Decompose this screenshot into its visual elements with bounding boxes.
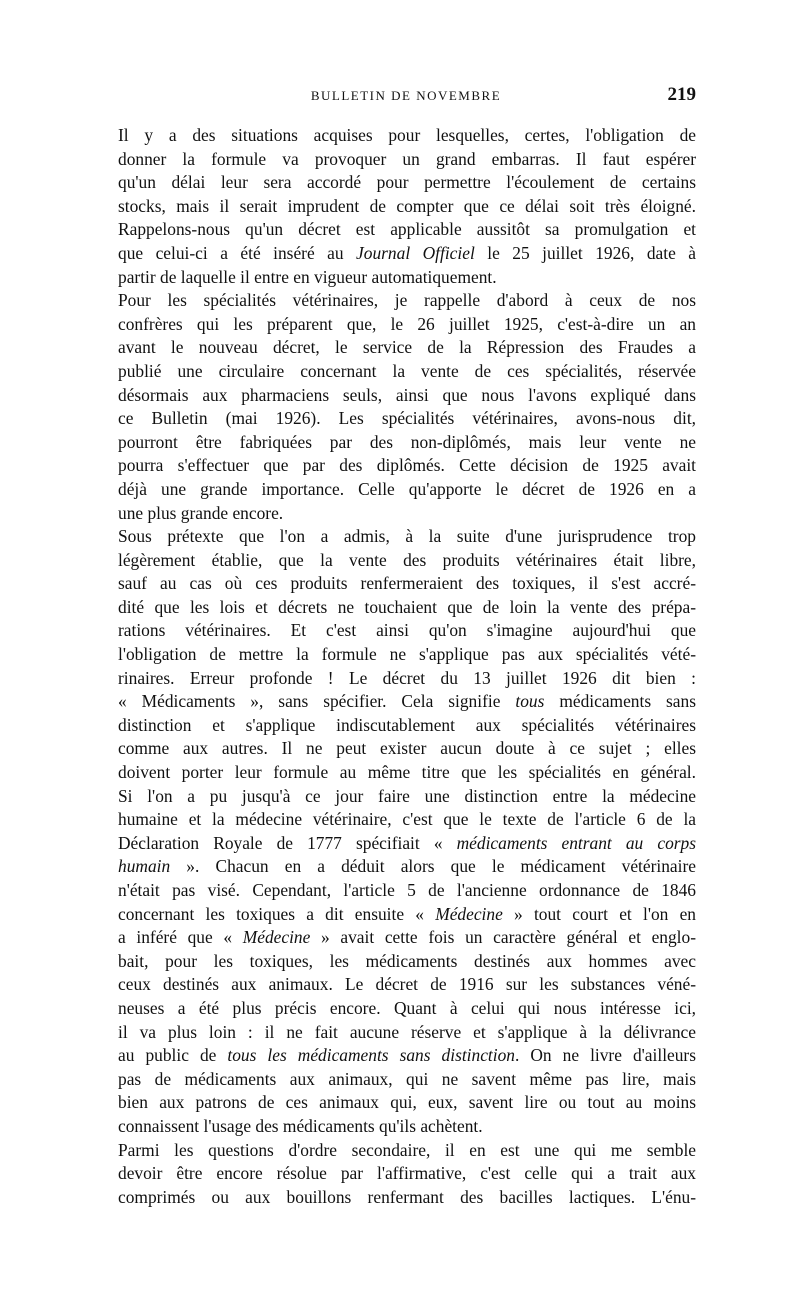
text-line — [118, 926, 696, 950]
text-line — [118, 619, 696, 643]
text-run: rinaires. Erreur profonde ! Le décret du 13 juillet 1926 dit bien : — [118, 667, 696, 688]
text-run: avant le nouveau décret, le service de la Répression des Fraudes a — [118, 337, 696, 358]
text-line — [118, 997, 696, 1021]
text-run: sauf au cas où ces produits renfermeraient des toxiques, il s'est accré- — [118, 573, 696, 594]
text-run: désormais aux pharmaciens seuls, ainsi que nous l'avons expliqué dans — [118, 384, 696, 405]
text-line — [118, 525, 696, 549]
text-line — [118, 667, 696, 691]
text-run: pourra s'effectuer que par des diplômés. Cette décision de 1925 avait — [118, 455, 696, 476]
running-title: BULLETIN DE NOVEMBRE — [310, 88, 502, 103]
text-run: pas de médicaments aux animaux, qui ne savent même pas lire, mais — [118, 1068, 696, 1089]
italic-run: tous — [515, 691, 545, 712]
text-run: ceux destinés aux animaux. Le décret de 1916 sur les substances véné- — [118, 974, 696, 995]
text-line — [118, 336, 696, 360]
text-line — [118, 761, 696, 785]
text-run: humaine et la médecine vétérinaire, c'est que le texte de l'article 6 de la — [118, 809, 696, 830]
text-run: dité que les lois et décrets ne touchaient que de loin la vente des prépa- — [118, 596, 696, 617]
text-run: neuses a été plus précis encore. Quant à celui qui nous intéresse ici, — [118, 997, 696, 1018]
italic-run: Médecine — [242, 927, 311, 948]
italic-run: Journal Officiel — [356, 242, 475, 263]
text-line — [118, 855, 696, 879]
text-run: bait, pour les toxiques, les médicaments destinés aux hommes avec — [118, 950, 696, 971]
text-run: n'était pas visé. Cependant, l'article 5 de l'ancienne ordonnance de 1846 — [118, 880, 696, 900]
text-line — [118, 360, 696, 384]
text-line — [118, 407, 696, 431]
text-run: » tout court et l'on en — [502, 903, 696, 924]
text-run: Pour les spécialités vétérinaires, je rappelle d'abord à ceux de nos — [118, 290, 696, 311]
page-number: 219 — [667, 84, 696, 105]
text-line — [118, 171, 696, 195]
text-line — [118, 1115, 696, 1139]
running-header — [116, 84, 696, 110]
text-line — [118, 313, 696, 337]
text-run: a inféré que « — [118, 927, 243, 948]
text-line — [118, 714, 696, 738]
text-run: Sous prétexte que l'on a admis, à la suite d'une jurisprudence trop — [118, 526, 696, 547]
text-run: comme aux autres. Il ne peut exister aucun doute à ce sujet ; elles — [118, 738, 696, 759]
text-line — [118, 195, 696, 219]
text-run: il va plus loin : il ne fait aucune réserve et s'applique à la délivrance — [118, 1021, 696, 1042]
text-run: concernant les toxiques a dit ensuite « — [118, 903, 436, 924]
text-run: ». Chacun en a déduit alors que le médicament vétérinaire — [170, 856, 696, 877]
text-run: Déclaration Royale de 1777 spécifiait « — [118, 832, 457, 853]
text-line — [118, 690, 696, 714]
italic-run: médicaments entrant au corps — [456, 832, 696, 853]
text-run: qu'un délai leur sera accordé pour permettre l'écoulement de certains — [118, 172, 696, 193]
italic-run: tous les médicaments sans distinction — [227, 1045, 515, 1066]
text-line — [118, 384, 696, 408]
text-line — [118, 737, 696, 761]
text-line — [118, 1091, 696, 1115]
text-line — [118, 266, 696, 290]
text-line — [118, 454, 696, 478]
text-run: Il y a des situations acquises pour lesquelles, certes, l'obligation de — [118, 125, 696, 145]
text-run: au public de — [118, 1045, 228, 1066]
text-line — [118, 218, 696, 242]
text-line — [118, 903, 696, 927]
text-run: » avait cette fois un caractère général et englo- — [310, 927, 696, 948]
text-run: doivent porter leur formule au même titre que les spécialités en général. — [118, 762, 696, 783]
text-run: comprimés ou aux bouillons renfermant des bacilles lactiques. L'énu- — [118, 1186, 696, 1207]
text-run: pourront être fabriquées par des non-diplômés, mais leur vente ne — [118, 431, 696, 452]
text-run: une plus grande encore. — [118, 502, 284, 523]
text-line — [118, 1186, 696, 1210]
text-run: rations vétérinaires. Et c'est ainsi qu'on s'imagine aujourd'hui que — [118, 620, 696, 641]
text-run: partir de laquelle il entre en vigueur automatiquement. — [118, 266, 497, 287]
text-line — [118, 808, 696, 832]
text-run: que celui-ci a été inséré au — [118, 242, 357, 263]
text-line — [118, 785, 696, 809]
text-run: connaissent l'usage des médicaments qu'ils achètent. — [118, 1115, 483, 1136]
text-run: distinction et s'applique indiscutablement aux spécialités vétérinaires — [118, 714, 696, 735]
text-run: . On ne livre d'ailleurs — [514, 1045, 696, 1066]
text-run: stocks, mais il serait imprudent de compter que ce délai soit très éloigné. — [118, 195, 696, 216]
text-line — [118, 1044, 696, 1068]
text-line — [118, 431, 696, 455]
text-line — [118, 832, 696, 856]
text-run: bien aux patrons de ces animaux qui, eux, savent lire ou tout au moins — [118, 1092, 696, 1113]
text-line — [118, 973, 696, 997]
text-run: le 25 juillet 1926, date à — [474, 242, 696, 263]
text-line — [118, 242, 696, 266]
text-run: Si l'on a pu jusqu'à ce jour faire une distinction entre la médecine — [118, 785, 696, 806]
text-run: légèrement établie, que la vente des produits vétérinaires était libre, — [118, 549, 696, 570]
text-run: devoir être encore résolue par l'affirmative, c'est celle qui a trait aux — [118, 1163, 696, 1184]
body-text — [118, 124, 696, 1209]
text-line — [118, 124, 696, 148]
text-line — [118, 1068, 696, 1092]
text-line — [118, 549, 696, 573]
italic-run: humain — [118, 856, 171, 877]
text-line — [118, 502, 696, 526]
text-line — [118, 478, 696, 502]
text-line — [118, 879, 696, 903]
text-line — [118, 596, 696, 620]
text-line — [118, 148, 696, 172]
text-run: confrères qui les préparent que, le 26 juillet 1925, c'est-à-dire un an — [118, 313, 696, 334]
text-run: déjà une grande importance. Celle qu'apporte le décret de 1926 en a — [118, 478, 696, 499]
text-run: donner la formule va provoquer un grand embarras. Il faut espérer — [118, 148, 696, 169]
text-line — [118, 643, 696, 667]
italic-run: Médecine — [435, 903, 503, 924]
text-run: ce Bulletin (mai 1926). Les spécialités vétérinaires, avons-nous dit, — [118, 408, 696, 429]
text-run: Rappelons-nous qu'un décret est applicable aussitôt sa promulgation et — [118, 219, 696, 240]
text-line — [118, 1021, 696, 1045]
text-run: « Médicaments », sans spécifier. Cela signifie — [118, 691, 516, 712]
text-line — [118, 1162, 696, 1186]
text-line — [118, 289, 696, 313]
text-line — [118, 1139, 696, 1163]
text-run: médicaments sans — [544, 691, 696, 712]
text-line — [118, 950, 696, 974]
text-run: publié une circulaire concernant la vente de ces spécialités, réservée — [118, 360, 696, 381]
text-run: l'obligation de mettre la formule ne s'applique pas aux spécialités vété- — [118, 644, 696, 665]
text-run: Parmi les questions d'ordre secondaire, il en est une qui me semble — [118, 1139, 696, 1160]
text-line — [118, 572, 696, 596]
